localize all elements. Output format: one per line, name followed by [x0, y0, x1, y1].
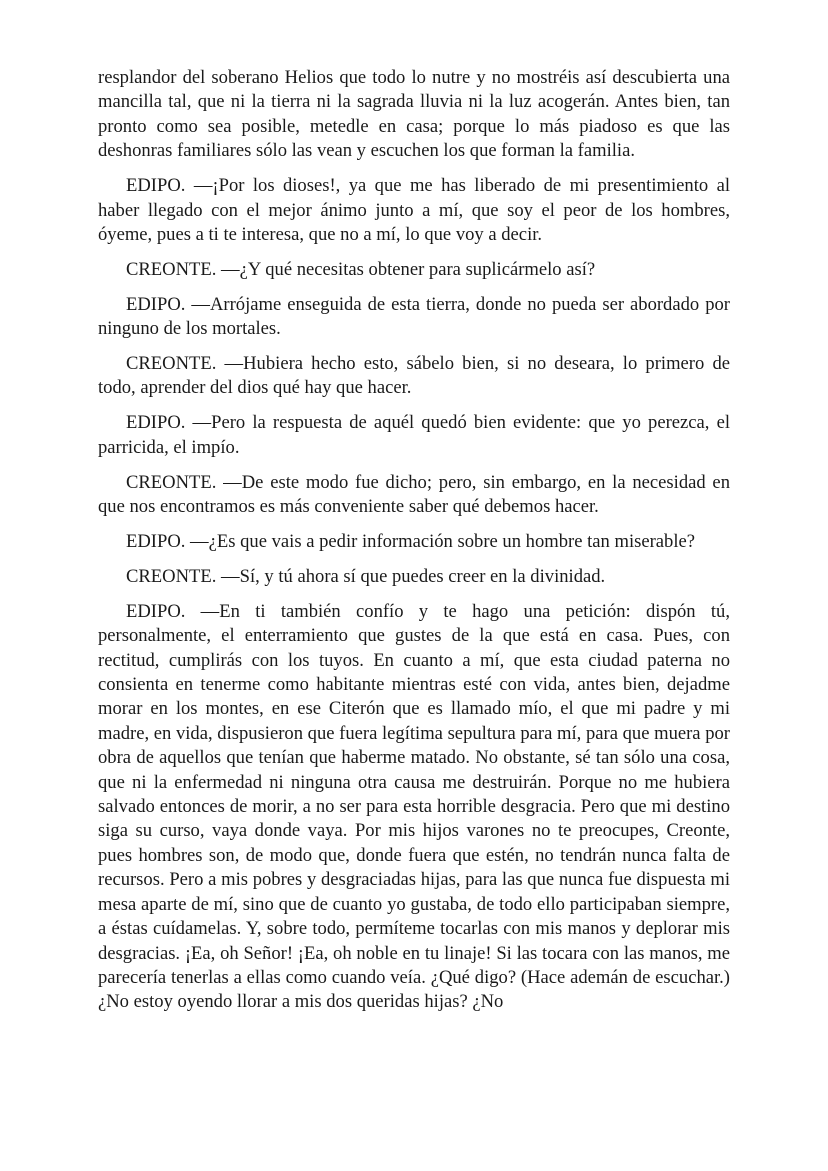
paragraph-creonte: CREONTE. —Sí, y tú ahora sí que puedes creer en la divinidad.: [126, 565, 606, 587]
paragraph-creonte: CREONTE. —¿Y qué necesitas obtener para suplicármelo así?: [126, 258, 596, 280]
paragraph-continuation: resplandor del soberano Helios que todo lo nutre y no mostréis así descubierta una mancilla tal, que ni la tierra ni la sagrada lluvia ni la luz acogerán. Antes bien, tan pronto como sea posible, metedle en casa; porque lo más piadoso es que las deshonras familiares sólo las vean y escuchen los que forman la familia.: [98, 67, 730, 162]
paragraph-edipo: EDIPO. —Arrójame enseguida de esta tierra, donde no pueda ser abordado por ninguno de los mortales.: [98, 293, 730, 340]
paragraph-edipo: EDIPO. —¡Por los dioses!, ya que me has liberado de mi presentimiento al haber llegado con el mejor ánimo junto a mí, que soy el peor de los hombres, óyeme, pues a ti te interesa, que no a mí, lo que voy a decir.: [98, 175, 730, 245]
paragraph-edipo: EDIPO. —¿Es que vais a pedir información sobre un hombre tan miserable?: [126, 531, 696, 552]
paragraph-edipo: EDIPO. —Pero la respuesta de aquél quedó bien evidente: que yo perezca, el parricida, el impío.: [98, 412, 730, 458]
paragraph-creonte: CREONTE. —De este modo fue dicho; pero, sin embargo, en la necesidad en que nos encontramos es más conveniente saber qué debemos hacer.: [98, 471, 730, 518]
paragraph-edipo: EDIPO. —En ti también confío y te hago una petición: dispón tú, personalmente, el enterramiento que gustes de la que está en casa. Pues, con rectitud, cumplirás con los tuyos. En cuanto a mí, que esta ciudad paterna no consienta en tenerme como habitante mientras esté con vida, antes bien, dejadme morar en los montes, en ese Citerón que es llamado mío, el que mi padre y mi madre, en vida, dispusieron que fuera legítima sepultura para mí, para que muera por obra de aquellos que tenían que haberme matado. No obstante, sé tan sólo una cosa, que ni la enfermedad ni ninguna otra causa me destruirán. Porque no me hubiera salvado entonces de morir, a no ser para esta horrible desgracia. Pero que mi destino siga su curso, vaya donde vaya. Por mis hijos varones no te preocupes, Creonte, pues hombres son, de modo que, donde fuera que estén, no tendrán nunca falta de recursos. Pero a mis pobres y desgraciadas hijas, para las que nunca fue dispuesta mi mesa aparte de mí, sino que de cuanto yo gustaba, de todo ello participaban siempre, a éstas cuídamelas. Y, sobre todo, permíteme tocarlas con mis manos y deplorar mis desgracias. ¡Ea, oh Señor! ¡Ea, oh noble en tu linaje! Si las tocara con las manos, me parecería tenerlas a ellas como cuando veía. ¿Qué digo? (Hace ademán de escuchar.) ¿No estoy oyendo llorar a mis dos queridas hijas? ¿No: [98, 600, 730, 1013]
document-page: [98, 66, 730, 1015]
paragraph-creonte: CREONTE. —Hubiera hecho esto, sábelo bien, si no deseara, lo primero de todo, aprender del dios qué hay que hacer.: [98, 353, 730, 399]
